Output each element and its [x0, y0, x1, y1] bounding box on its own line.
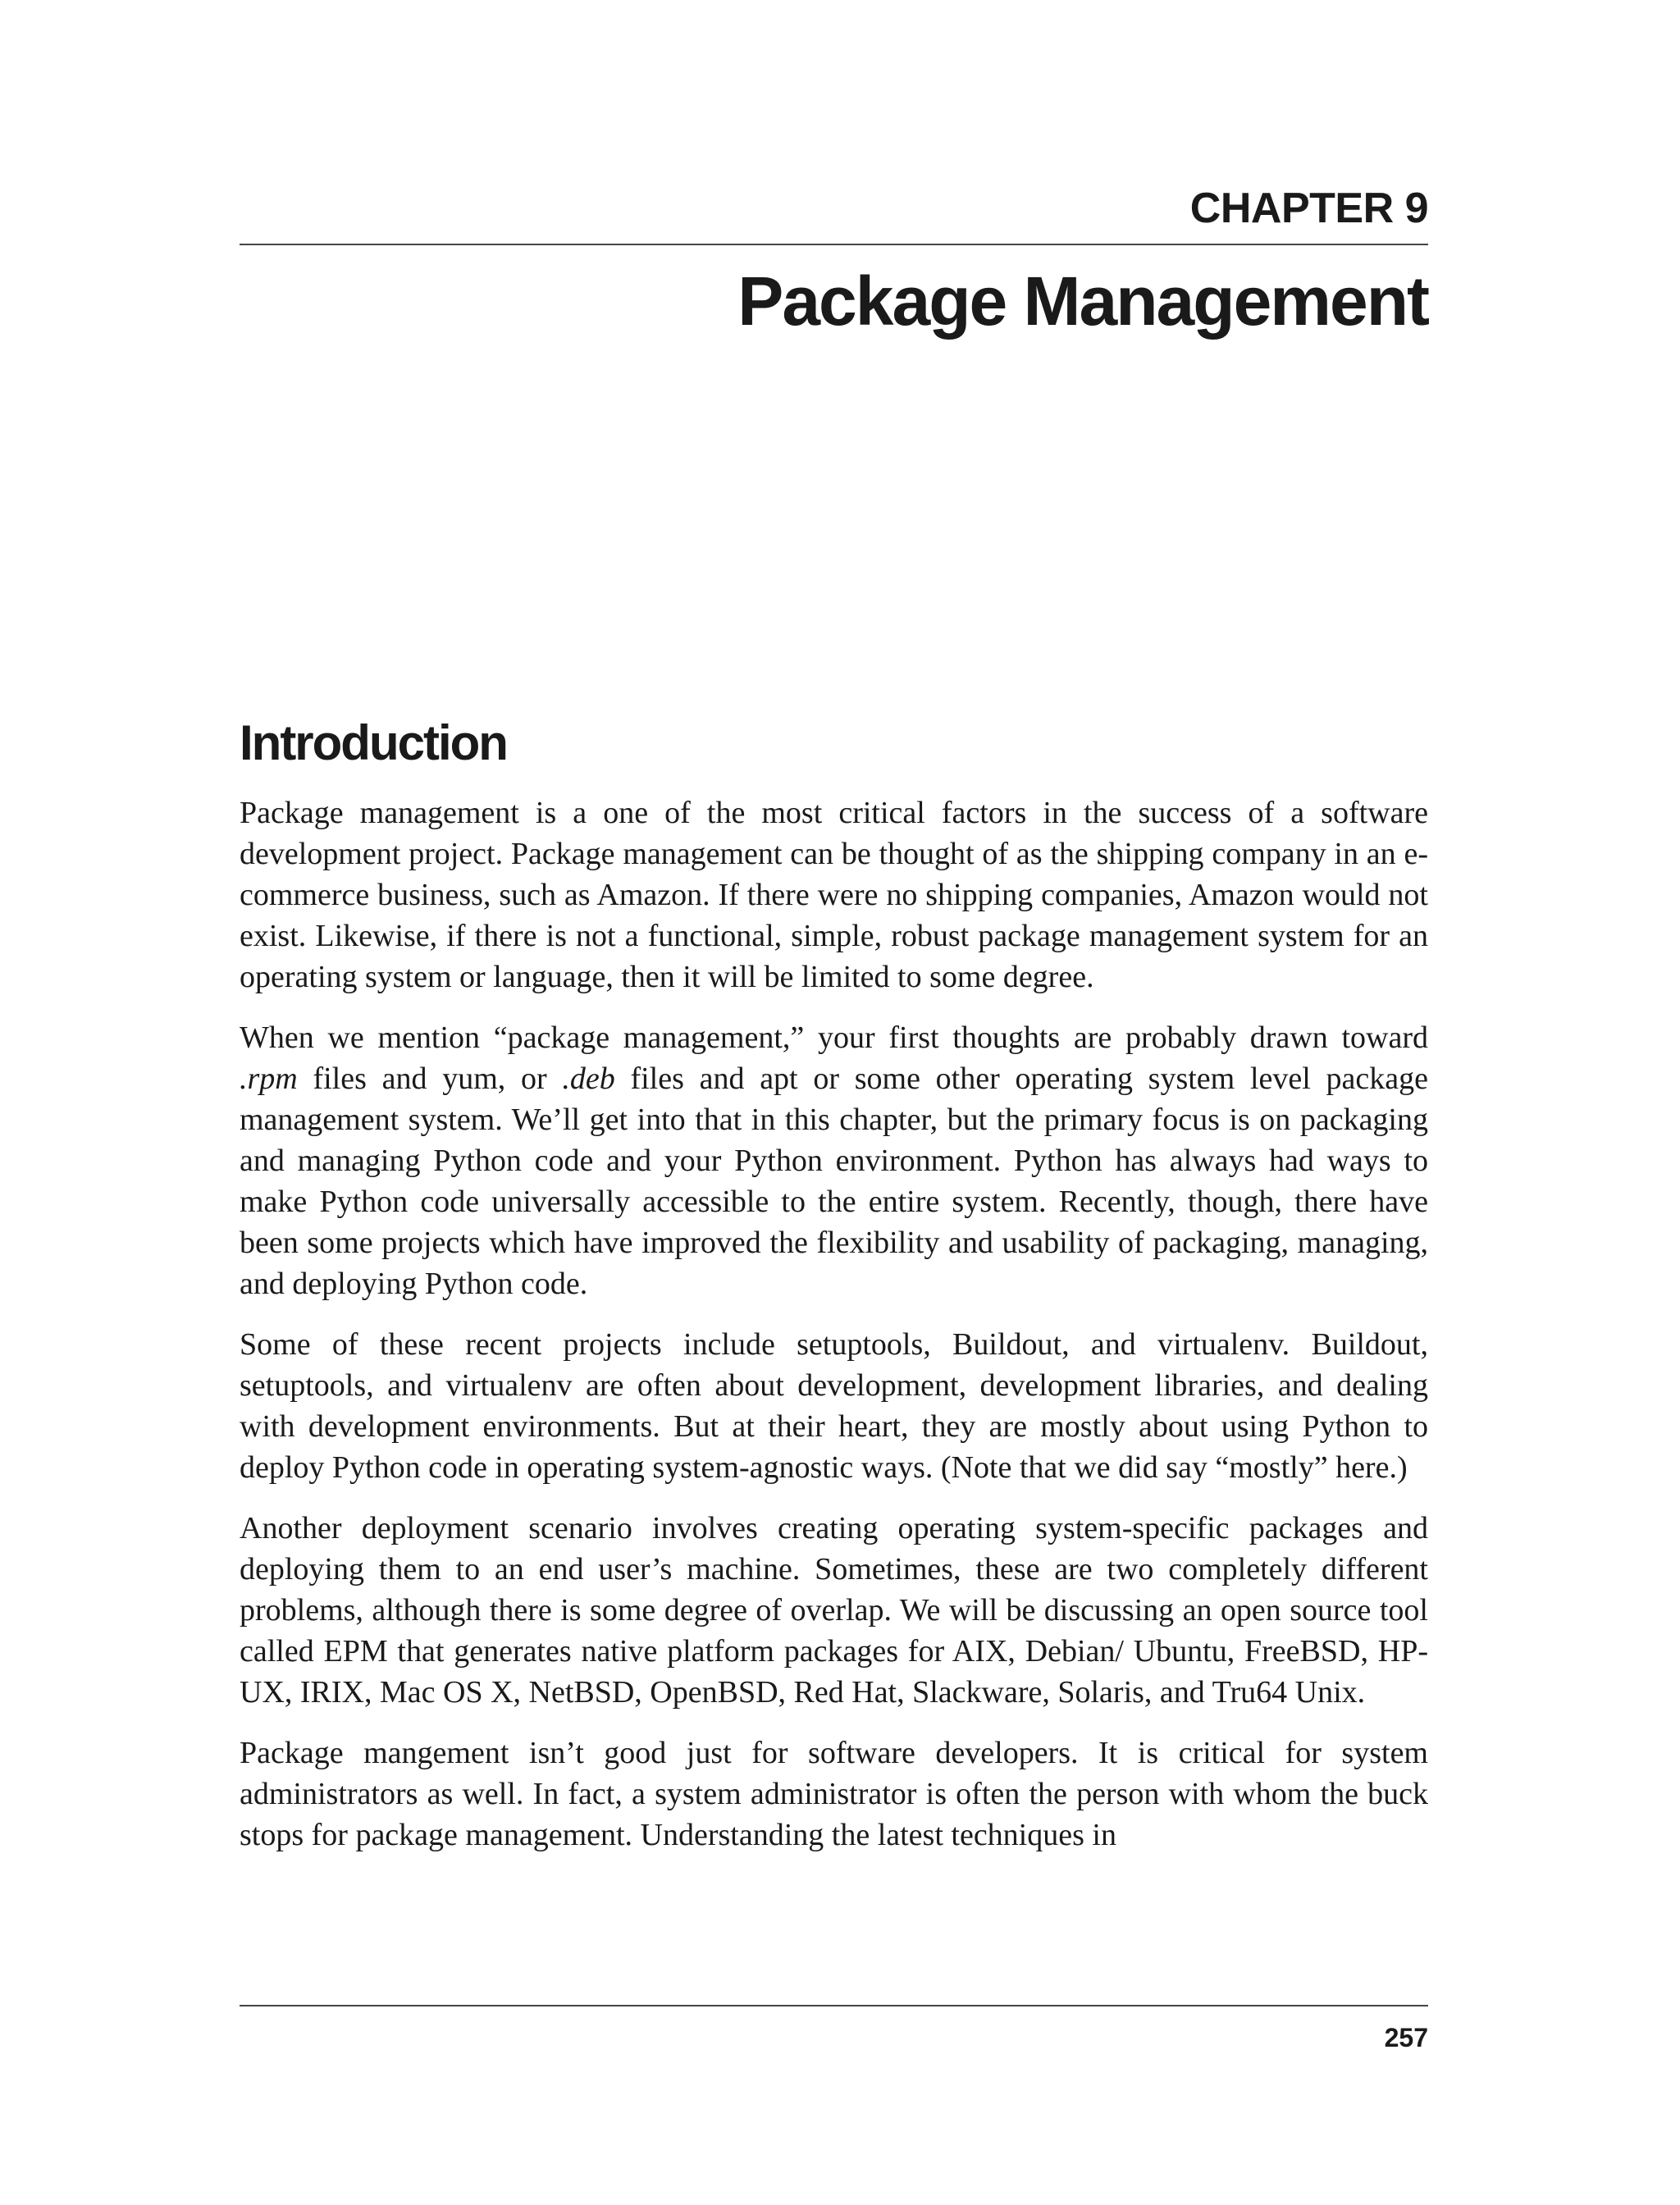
- footer-divider: [240, 2005, 1428, 2006]
- paragraph-3: Some of these recent projects include setuptools, Buildout, and virtualenv. Buildout, setuptools, and virtualenv are often about development, development libraries, and dealing with development environments. But at their heart, they are mostly about using Python to deploy Python code in operating system-agnostic ways. (Note that we did say “mostly” here.): [240, 1327, 1428, 1485]
- page-number: 257: [1384, 2023, 1428, 2052]
- paragraph-2: [240, 1017, 1428, 1304]
- paragraph-2-part-a: When we mention “package management,” your first thoughts are probably drawn toward: [240, 1020, 1428, 1055]
- paragraph-1: Package management is a one of the most critical factors in the success of a software development project. Package management can be thought of as the shipping company in an e-commerce business, such as Amazon. If there were no shipping companies, Amazon would not exist. Likewise, if there is not a functional, simple, robust package management system for an operating system or language, then it will be limited to some degree.: [240, 796, 1428, 994]
- paragraph-4: Another deployment scenario involves creating operating system-specific packages and deploying them to an end user’s machine. Sometimes, these are two completely different problems, although there is some degree of overlap. We will be discussing an open source tool called EPM that generates native platform packages for AIX, Debian/ Ubuntu, FreeBSD, HP-UX, IRIX, Mac OS X, NetBSD, OpenBSD, Red Hat, Slackware, Solaris, and Tru64 Unix.: [240, 1511, 1428, 1710]
- paragraph-5: Package mangement isn’t good just for software developers. It is critical for system administrators as well. In fact, a system administrator is often the person with whom the buck stops for package management. Understanding the latest techniques in: [240, 1736, 1428, 1852]
- section-heading: Introduction: [240, 715, 507, 770]
- paragraph-2-part-c: files and apt or some other operating system level package management system. We’ll get into that in this chapter, but the primary focus is on packaging and managing Python code and your Python environment. Python has always had ways to make Python code universally accessible to the entire system. Recently, though, there have been some projects which have improved the flexibility and usability of packaging, managing, and deploying Python code.: [240, 1061, 1428, 1301]
- deb-term: .deb: [562, 1061, 615, 1096]
- chapter-divider: [240, 244, 1428, 245]
- rpm-term: .rpm: [240, 1061, 298, 1096]
- body-text: [240, 792, 1428, 1875]
- chapter-title: Package Management: [737, 262, 1428, 340]
- paragraph-2-part-b: files and yum, or: [297, 1061, 563, 1096]
- chapter-label: CHAPTER 9: [1189, 185, 1428, 232]
